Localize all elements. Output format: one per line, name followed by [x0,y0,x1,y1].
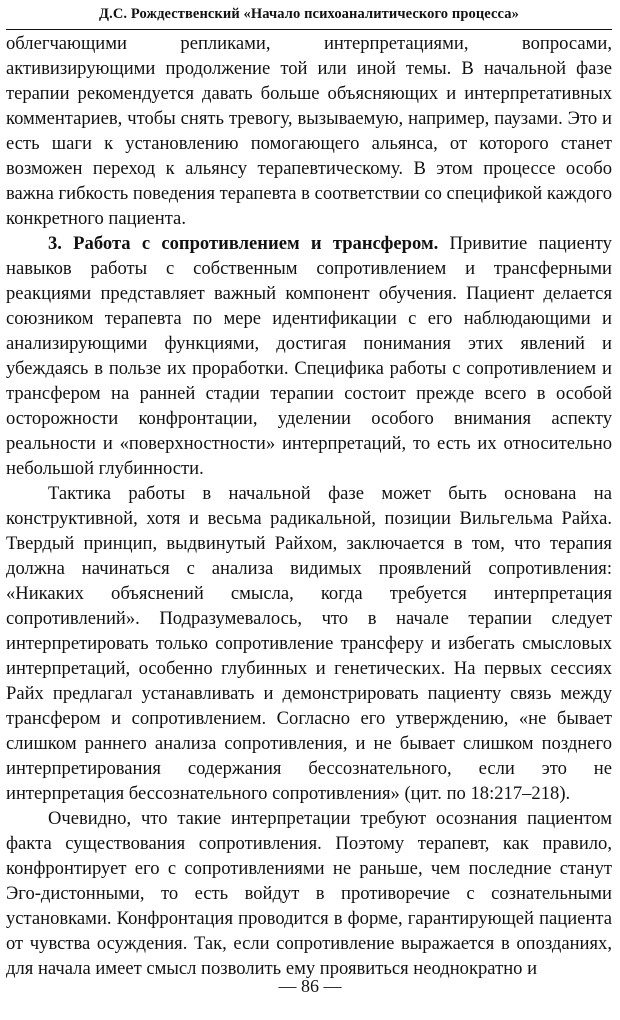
header-rule [6,29,612,30]
paragraph-text: облегчающими репликами, интерпретациями, вопросами, активизирующими продолжение той или иной темы. В начальной фазе терапии рекомендуется давать больше объясняющих и интерпретативных комментариев, чтобы снять тревогу, вызываемую, например, паузами. Это и есть шаги к установлению помогающего альянса, от которого станет возможен переход к альянсу терапевтическому. В этом процессе особо важна гибкость поведения терапевта в соответствии со спецификой каждого конкретного пациента. [6,33,612,229]
running-head: Д.С. Рождественский «Начало психоаналитического процесса» [99,6,519,22]
paragraph-reich-tactics [6,481,612,806]
paragraph-text: Очевидно, что такие интерпретации требуют осознания пациентом факта существования сопротивления. Поэтому терапевт, как правило, конфронтирует его с сопротивлениями не раньше, чем последние станут Эго-дистонными, то есть войдут в противоречие с сознательными установками. Конфронтация проводится в форме, гарантирующей пациента от чувства осуждения. Так, если сопротивление выражается в опозданиях, для начала имеет смысл позволить ему проявиться неоднократно и [6,808,612,979]
paragraph-text: Привитие пациенту навыков работы с собственным сопротивлением и трансферными реакциями представляет важный компонент обучения. Пациент делается союзником терапевта по мере идентификации с его наблюдающими и анализирующими функциями, достигая понимания этих явлений и убеждаясь в пользе их проработки. Специфика работы с сопротивлением и трансфером на ранней стадии терапии состоит прежде всего в особой осторожности конфронтации, уделении особого внимания аспекту реальности и «поверхностности» интерпретаций, то есть их относительно небольшой глубинности. [6,233,612,479]
paragraph-continued [6,31,612,231]
page-number: — 86 — [278,976,342,996]
paragraph-heading: 3. Работа с сопротивлением и трансфером. [48,233,439,254]
paragraph-confrontation [6,806,612,981]
paragraph-text: Тактика работы в начальной фазе может быть основана на конструктивной, хотя и весьма радикальной, позиции Вильгельма Райха. Твердый принцип, выдвинутый Райхом, заключается в том, что терапия должна начинаться с анализа видимых проявлений сопротивления: «Никаких объяснений смысла, когда требуется интерпретация сопротивлений». Подразумевалось, что в начале терапии следует интерпретировать только сопротивление трансферу и избегать смысловых интерпретаций, особенно глубинных и генетических. На первых сессиях Райх предлагал устанавливать и демонстрировать пациенту связь между трансфером и сопротивлением. Согласно его утверждению, «не бывает слишком раннего анализа сопротивления, и не бывает слишком позднего интерпретирования содержания бессознательного, если это не интерпретация бессознательного сопротивления» (цит. по 18:217–218). [6,483,612,804]
body-text [6,31,612,981]
paragraph-resistance-transference [6,231,612,481]
